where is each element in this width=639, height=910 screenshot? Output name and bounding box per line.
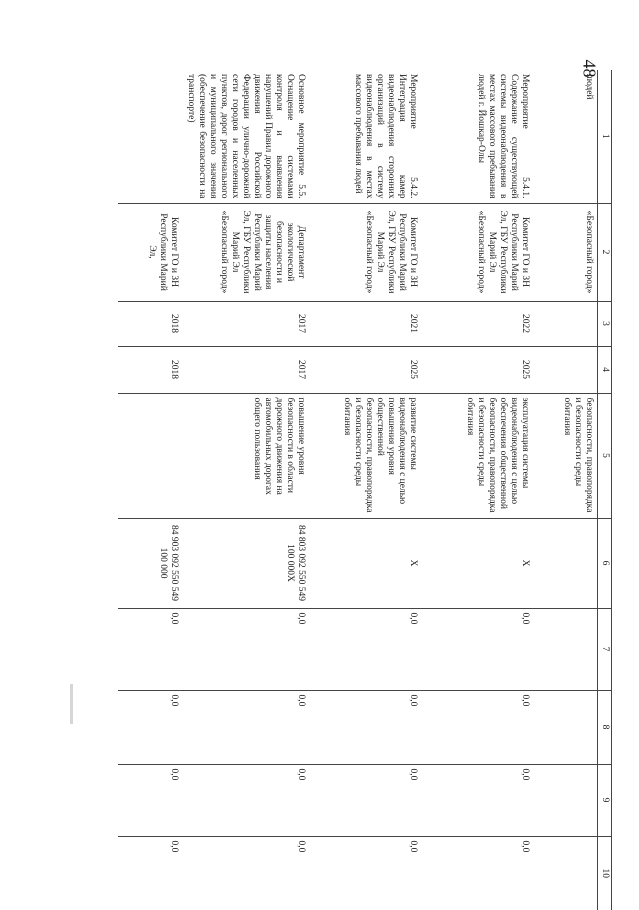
start-year-cell: 2017 <box>183 301 310 346</box>
col-header-8: 8 <box>598 690 612 764</box>
measure-cell: людей <box>534 70 598 203</box>
col-header-5: 5 <box>598 393 612 518</box>
header-row <box>598 70 612 910</box>
executor-cell: Департамент экологической безопасности и защиты населения Республики Марий Эл, ГБУ Республики Марий Эл «Безопасный город» <box>183 203 310 301</box>
end-year-cell: 2018 <box>119 346 183 393</box>
start-year-cell: 2022 <box>422 301 534 346</box>
value-cell: 0,0 <box>422 608 534 690</box>
value-cell: 0,0 <box>296 840 307 853</box>
value-cell <box>534 836 598 910</box>
measure-cell: Основное мероприятие 5.5. Оснащение системами контроля и выявления нарушений Правил дорожного движения Российской Федерации улично-дорожной сети городов и населенных пунктов, дорог регионального и муниципального значения (обеспечение безопасности на транспорте) <box>183 70 310 203</box>
col-header-1: 1 <box>598 70 612 203</box>
result-cell: повышение уровня безопасности в области дорожного движения на автомобильных дорогах общего пользования <box>183 393 310 518</box>
result-cell: безопасности, правопорядка и безопасности среды обитания <box>534 393 598 518</box>
col-header-2: 2 <box>598 203 612 301</box>
result-cell: эксплуатация системы видеонаблюдения с целью обеспечения общественной безопасности, правопорядка и безопасности среды обитания <box>422 393 534 518</box>
measure-cell: Мероприятие 5.4.1. Содержание существующей системы видеонаблюдения в местах массового пребывания людей г. Йошкар-Олы <box>422 70 534 203</box>
end-year-cell: 2025 <box>310 346 422 393</box>
rotated-table-container <box>92 70 612 910</box>
budget-code-cell: X <box>310 518 422 608</box>
col-header-10: 10 <box>598 836 612 910</box>
col-header-3: 3 <box>598 301 612 346</box>
value-cell: 0,0 <box>520 840 531 853</box>
start-year-cell <box>534 301 598 346</box>
value-cell: 0,0 <box>119 690 183 764</box>
value-cell: 0,0 <box>310 608 422 690</box>
measure-cell <box>119 70 183 203</box>
table-row <box>310 70 422 910</box>
program-measures-table <box>119 70 613 910</box>
value-cell <box>534 764 598 836</box>
value-cell: 0,0 <box>119 608 183 690</box>
value-cell: 0,0 <box>183 608 310 690</box>
table-row <box>119 70 183 910</box>
executor-cell: «Безопасный город» <box>534 203 598 301</box>
value-cell: 0,0 <box>408 840 419 853</box>
scan-artifact <box>70 684 73 724</box>
col-header-4: 4 <box>598 346 612 393</box>
end-year-cell: 2025 <box>422 346 534 393</box>
col-header-7: 7 <box>598 608 612 690</box>
start-year-cell: 2018 <box>119 301 183 346</box>
measure-cell: Мероприятие 5.4.2. Интеграция камер видеонаблюдения сторонних организаций в систему видеонаблюдения в местах массового пребывания людей <box>310 70 422 203</box>
budget-code-cell: 84 803 092 550 549 100 000Х <box>183 518 310 608</box>
budget-code-cell <box>534 518 598 608</box>
executor-cell: Комитет ГО и ЗН Республики Марий Эл, <box>119 203 183 301</box>
table-row <box>534 70 598 910</box>
budget-code-cell: 84 903 092 550 549 100 000 <box>119 518 183 608</box>
value-cell <box>534 608 598 690</box>
value-cell: 0,0 <box>310 764 422 836</box>
table-row <box>183 70 310 910</box>
end-year-cell: 2017 <box>183 346 310 393</box>
page-number: 48 <box>579 59 600 78</box>
value-cell: 0,0 <box>119 764 183 836</box>
value-cell: 0,0 <box>183 764 310 836</box>
col-header-6: 6 <box>598 518 612 608</box>
table-row <box>422 70 534 910</box>
value-cell: 0,0 <box>422 690 534 764</box>
value-cell <box>534 690 598 764</box>
start-year-cell: 2021 <box>310 301 422 346</box>
result-cell <box>119 393 183 518</box>
end-year-cell <box>534 346 598 393</box>
value-cell: 0,0 <box>422 764 534 836</box>
value-cell: 0,0 <box>169 840 180 853</box>
budget-code-cell: X <box>422 518 534 608</box>
value-cell: 0,0 <box>183 690 310 764</box>
result-cell: развитие системы видеонаблюдения с целью повышения уровня общественной безопасности, правопорядка и безопасности среды обитания <box>310 393 422 518</box>
value-cell: 0,0 <box>310 690 422 764</box>
col-header-9: 9 <box>598 764 612 836</box>
executor-cell: Комитет ГО и ЗН Республики Марий Эл, ГБУ Республики Марий Эл «Безопасный город» <box>422 203 534 301</box>
executor-cell: Комитет ГО и ЗН Республики Марий Эл, ГБУ Республики Марий Эл «Безопасный город» <box>310 203 422 301</box>
